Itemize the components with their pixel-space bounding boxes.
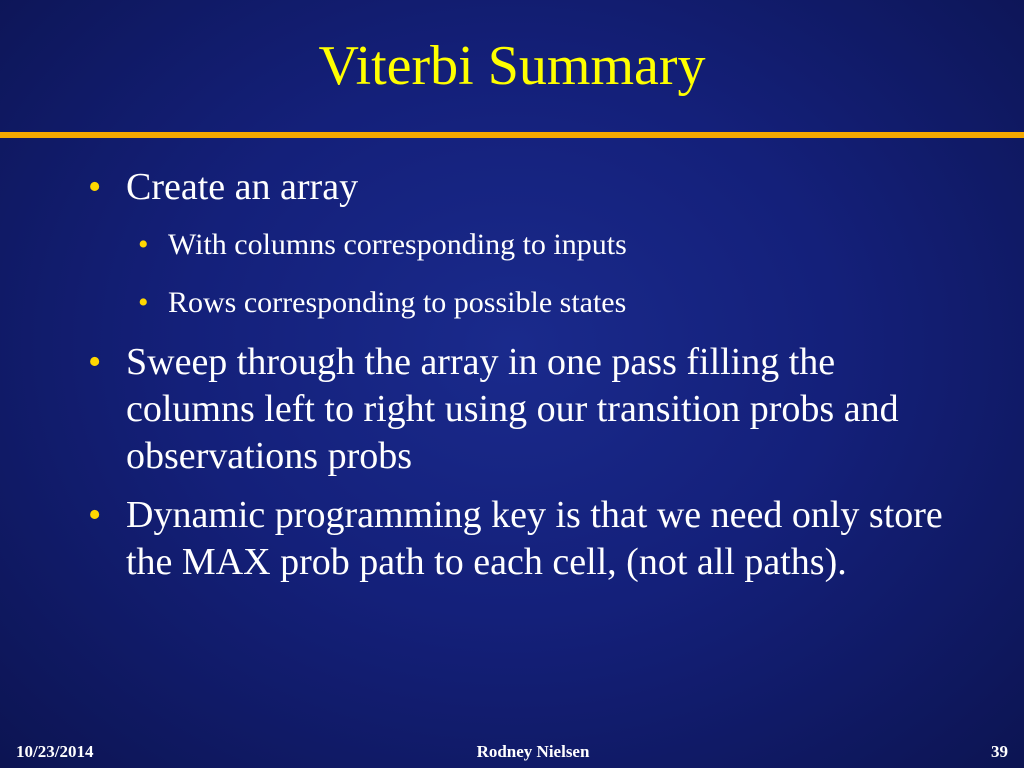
footer-author: Rodney Nielsen: [476, 742, 590, 761]
footer-date: 10/23/2014: [16, 742, 94, 761]
slide-title: Viterbi Summary: [318, 35, 706, 97]
bullet-icon: •: [88, 341, 102, 383]
bullet-icon: •: [138, 228, 149, 261]
sub-bullet-text: With columns corresponding to inputs: [168, 228, 627, 261]
footer-page-number: 39: [991, 742, 1008, 761]
sub-bullet-item: [138, 281, 968, 325]
bullet-text: Dynamic programming key is that we need only store the MAX prob path to each cell, (not all paths).: [126, 494, 943, 583]
title-divider: [0, 132, 1024, 138]
bullet-item: [88, 164, 968, 211]
bullet-item: [88, 492, 968, 586]
sub-bullet-item: [138, 223, 968, 267]
bullet-icon: •: [88, 166, 102, 208]
bullet-text: Create an array: [126, 166, 359, 208]
bullet-item: [88, 339, 968, 480]
bullet-icon: •: [138, 286, 149, 319]
bullet-icon: •: [88, 494, 102, 536]
bullet-list: [88, 164, 968, 598]
sub-bullet-text: Rows corresponding to possible states: [168, 286, 627, 319]
bullet-text: Sweep through the array in one pass filling the columns left to right using our transition probs and observations probs: [126, 341, 899, 477]
